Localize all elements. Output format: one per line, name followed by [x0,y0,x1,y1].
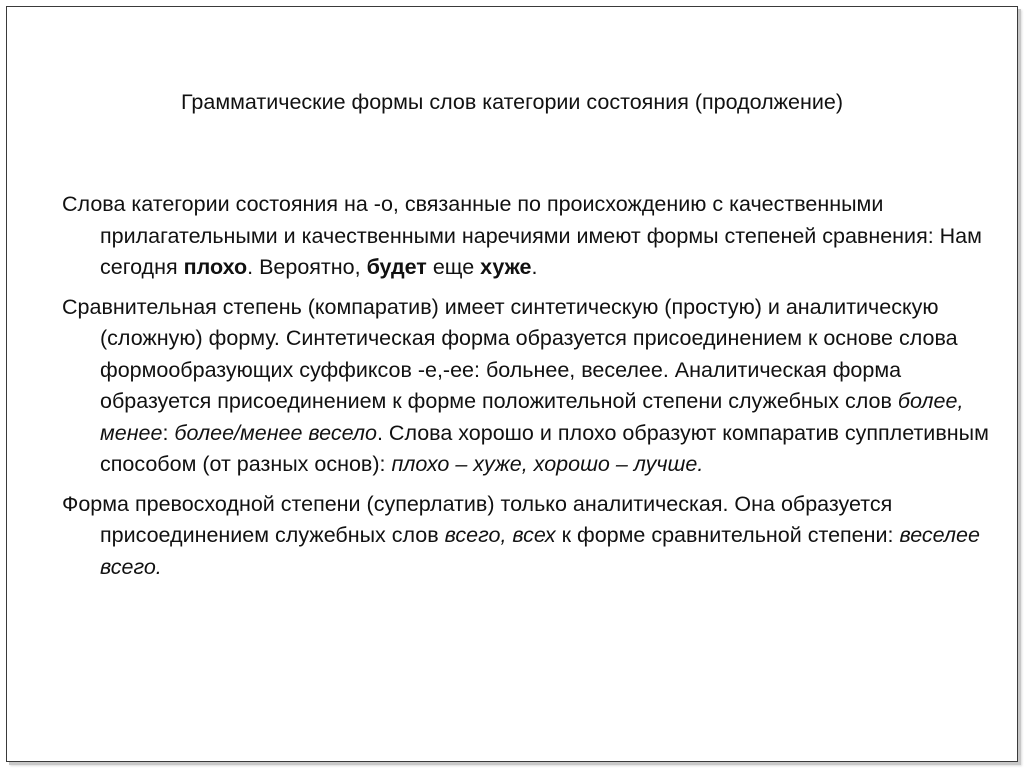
text-segment: еще [426,255,481,279]
text-segment: : [162,420,175,445]
text-segment: . Вероятно, [247,255,367,279]
text-segment: Сравнительная степень (компаратив) имеет синтетическую (простую) и аналитическую (сложную) форму. Синтетическая форма образуется присоединением к основе слова формообразующих суффиксов -е,-ее: больнее, веселее. Аналитическая форма образуется присоединением к форме положительной степени служебных слов [62,294,958,413]
paragraph-superlative [62,489,997,584]
emphasis-italic: более/менее весело [174,420,377,445]
emphasis-italic: более, менее [100,389,964,445]
text-segment: . Слова хорошо и плохо образуют компаратив супплетивным способом (от разных основ): [100,420,989,476]
text-segment: к форме сравнительной степени: [555,523,900,547]
slide-title: Грамматические формы слов категории состояния (продолжение) [181,90,843,114]
paragraph-comparative [62,292,997,481]
emphasis-italic: всего, всех [444,523,556,547]
slide [6,6,1018,762]
emphasis-italic: веселее всего. [100,523,980,579]
paragraph-degrees-of-comparison [62,189,997,284]
emphasis-italic: плохо – хуже, хорошо – лучше. [391,452,704,476]
slide-body [62,189,997,591]
text-segment: Форма превосходной степени (суперлатив) только аналитическая. Она образуется присоединением служебных слов [62,491,893,547]
text-segment: Слова категории состояния на -о, связанные по происхождению с качественными прилагательными и качественными наречиями имеют формы степеней сравнения: Нам сегодня [62,192,982,279]
emphasis-bold: хуже [480,255,532,279]
emphasis-bold: будет [366,255,427,279]
text-segment: . [531,255,538,279]
emphasis-bold: плохо [183,255,248,279]
